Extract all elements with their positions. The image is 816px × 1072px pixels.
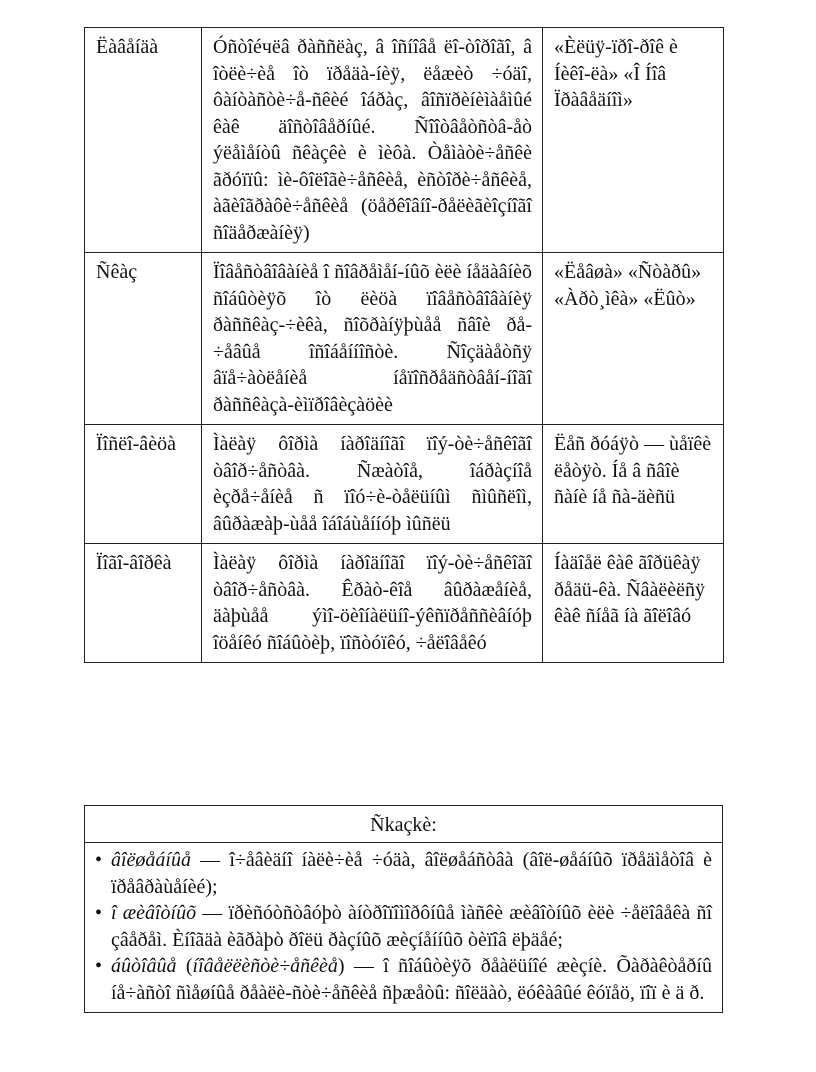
genre-name-cell: Ïîãî-âîðêà	[85, 544, 202, 663]
genre-description-cell: Óñòîéчёâ ðàññëàç, â îñíîâå ëî-òîðîãî, â îòëè÷èå îò ïðåäà-íèÿ, ëåæèò ÷óäî, ôàíòàñòè÷å-ñêèé îáðàç, âîñïðèíèìàåìûé êàê äîñòîâåðíûé. Ñîîòâåòñòâ-åò ýëåìåíòû ñêàçêè è ìèôà. Òåìàòè÷åñêè ãðóïïû: ìè-ôîëîãè÷åñêèå, èñòîðè÷åñêèå, àãèîãðàôè÷åñêèå (öåðêîâíî-ðåëèãèîçíîãî ñîäåðæàíèÿ)	[202, 28, 543, 253]
list-item: • áûòîâûå (íîâåëëèñòè÷åñêèå) — î ñîáûòèÿõ ðåàëüíîé æèçíè. Õàðàêòåðíû íå÷àñòî ñìåøíûå ðåàëè-ñòè÷åñêèå ñþæåòû: ñîëäàò, ëóêàâûé êóïåö, ïîï è ä ð.	[95, 955, 712, 1004]
genre-name-cell: Ñêàç	[85, 253, 202, 425]
note-text: — ïðèñóòñòâóþò àíòðîïîìîðôíûå ìàñêè æèâîòíûõ èëè ÷åëîâåêà ñî çâåðåì. Èíîãäà èãðàþò ðîëü ðàçíûõ æèçíåííûõ òèïîâ ëþäåé;	[111, 902, 713, 951]
note-term: î æèâîòíûõ	[111, 902, 197, 924]
list-item	[95, 847, 712, 900]
note-term: áûòîâûå	[111, 955, 177, 977]
genre-description-cell: Ìàëàÿ ôîðìà íàðîäíîãî ïîý-òè÷åñêîãî òâîð÷åñòâà. Ñæàòîå, îáðàçíîå èçðå÷åíèå ñ ïîó÷è-òåëüíûì ñìûñëîì, âûðàæàþ-ùåå îáîáùåííóþ ìûñëü	[202, 425, 543, 544]
notes-box	[84, 805, 723, 1013]
bullet-icon: •	[95, 955, 103, 977]
list-item	[95, 900, 712, 953]
bullet-icon: •	[95, 849, 103, 871]
genre-description-cell: Ïîâåñòâîâàíèå î ñîâðåìåí-íûõ èëè íåäàâíèõ ñîáûòèÿõ îò ëèöà ïîâåñòâîâàíèÿ ðàññêàç-÷èêà, ñîõðàíÿþùåå ñâîè ðå-÷åâûå îñîáåííîñòè. Ñîçäàåòñÿ âïå÷àòëåíèå íåïîñðåäñòâåí-íîãî ðàññêàçà-èìïðîâèçàöèè	[202, 253, 543, 425]
note-term: âîëøåáíûå	[111, 849, 191, 871]
genre-example-cell: «Ëåâøà» «Ñòàðû» «Àðò¸ìêà» «Ëûò»	[543, 253, 724, 425]
genre-name-cell: Ïîñëî-âèöà	[85, 425, 202, 544]
table-row	[85, 28, 724, 253]
genre-description-cell: Ìàëàÿ ôîðìà íàðîäíîãî ïîý-òè÷åñêîãî òâîð÷åñòâà. Êðàò-êîå âûðàæåíèå, äàþùåå ýìî-öèîíàëüíî-ýêñïðåññèâíóþ îöåíêó ñîáûòèþ, ïîñòóïêó, ÷åëîâåêó	[202, 544, 543, 663]
notes-title: Ñkaçkè:	[85, 806, 722, 843]
note-text: — î÷åâèäíî íàëè÷èå ÷óäà, âîëøåáñòâà (âîë-øåáíûõ ïðåäìåòîâ è ïðåâðàùåíèé);	[111, 849, 712, 898]
notes-list	[85, 843, 722, 1012]
note-text: — î ñîáûòèÿõ ðåàëüíîé æèçíè. Õàðàêòåðíû íå÷àñòî ñìåøíûå ðåàëè-ñòè÷åñêèå ñþæåòû: ñîëäàò, ëóêàâûé êóïåö, ïîï è ä ð.	[111, 955, 712, 1004]
table-row	[85, 253, 724, 425]
genre-example-cell: Ëåñ ðóáÿò — ùåïêè ëåòÿò. Íå â ñâîè ñàíè íå ñà-äèñü	[543, 425, 724, 544]
genre-example-cell: Íàäîåë êàê ãîðüêàÿ ðåäü-êà. Ñâàëèëñÿ êàê ñíåã íà ãîëîâó	[543, 544, 724, 663]
table-row	[85, 425, 724, 544]
genre-name-cell: Ëàâåíäà	[85, 28, 202, 253]
note-term-paren: íîâåëëèñòè÷åñêèå	[192, 955, 338, 977]
table-row	[85, 544, 724, 663]
bullet-icon: •	[95, 902, 103, 924]
genre-example-cell: «Èëüÿ-ïðî-ðîê è Íèêî-ëà» «Î Íîâ Ïðàâåäíîì»	[543, 28, 724, 253]
genres-table	[84, 27, 724, 663]
